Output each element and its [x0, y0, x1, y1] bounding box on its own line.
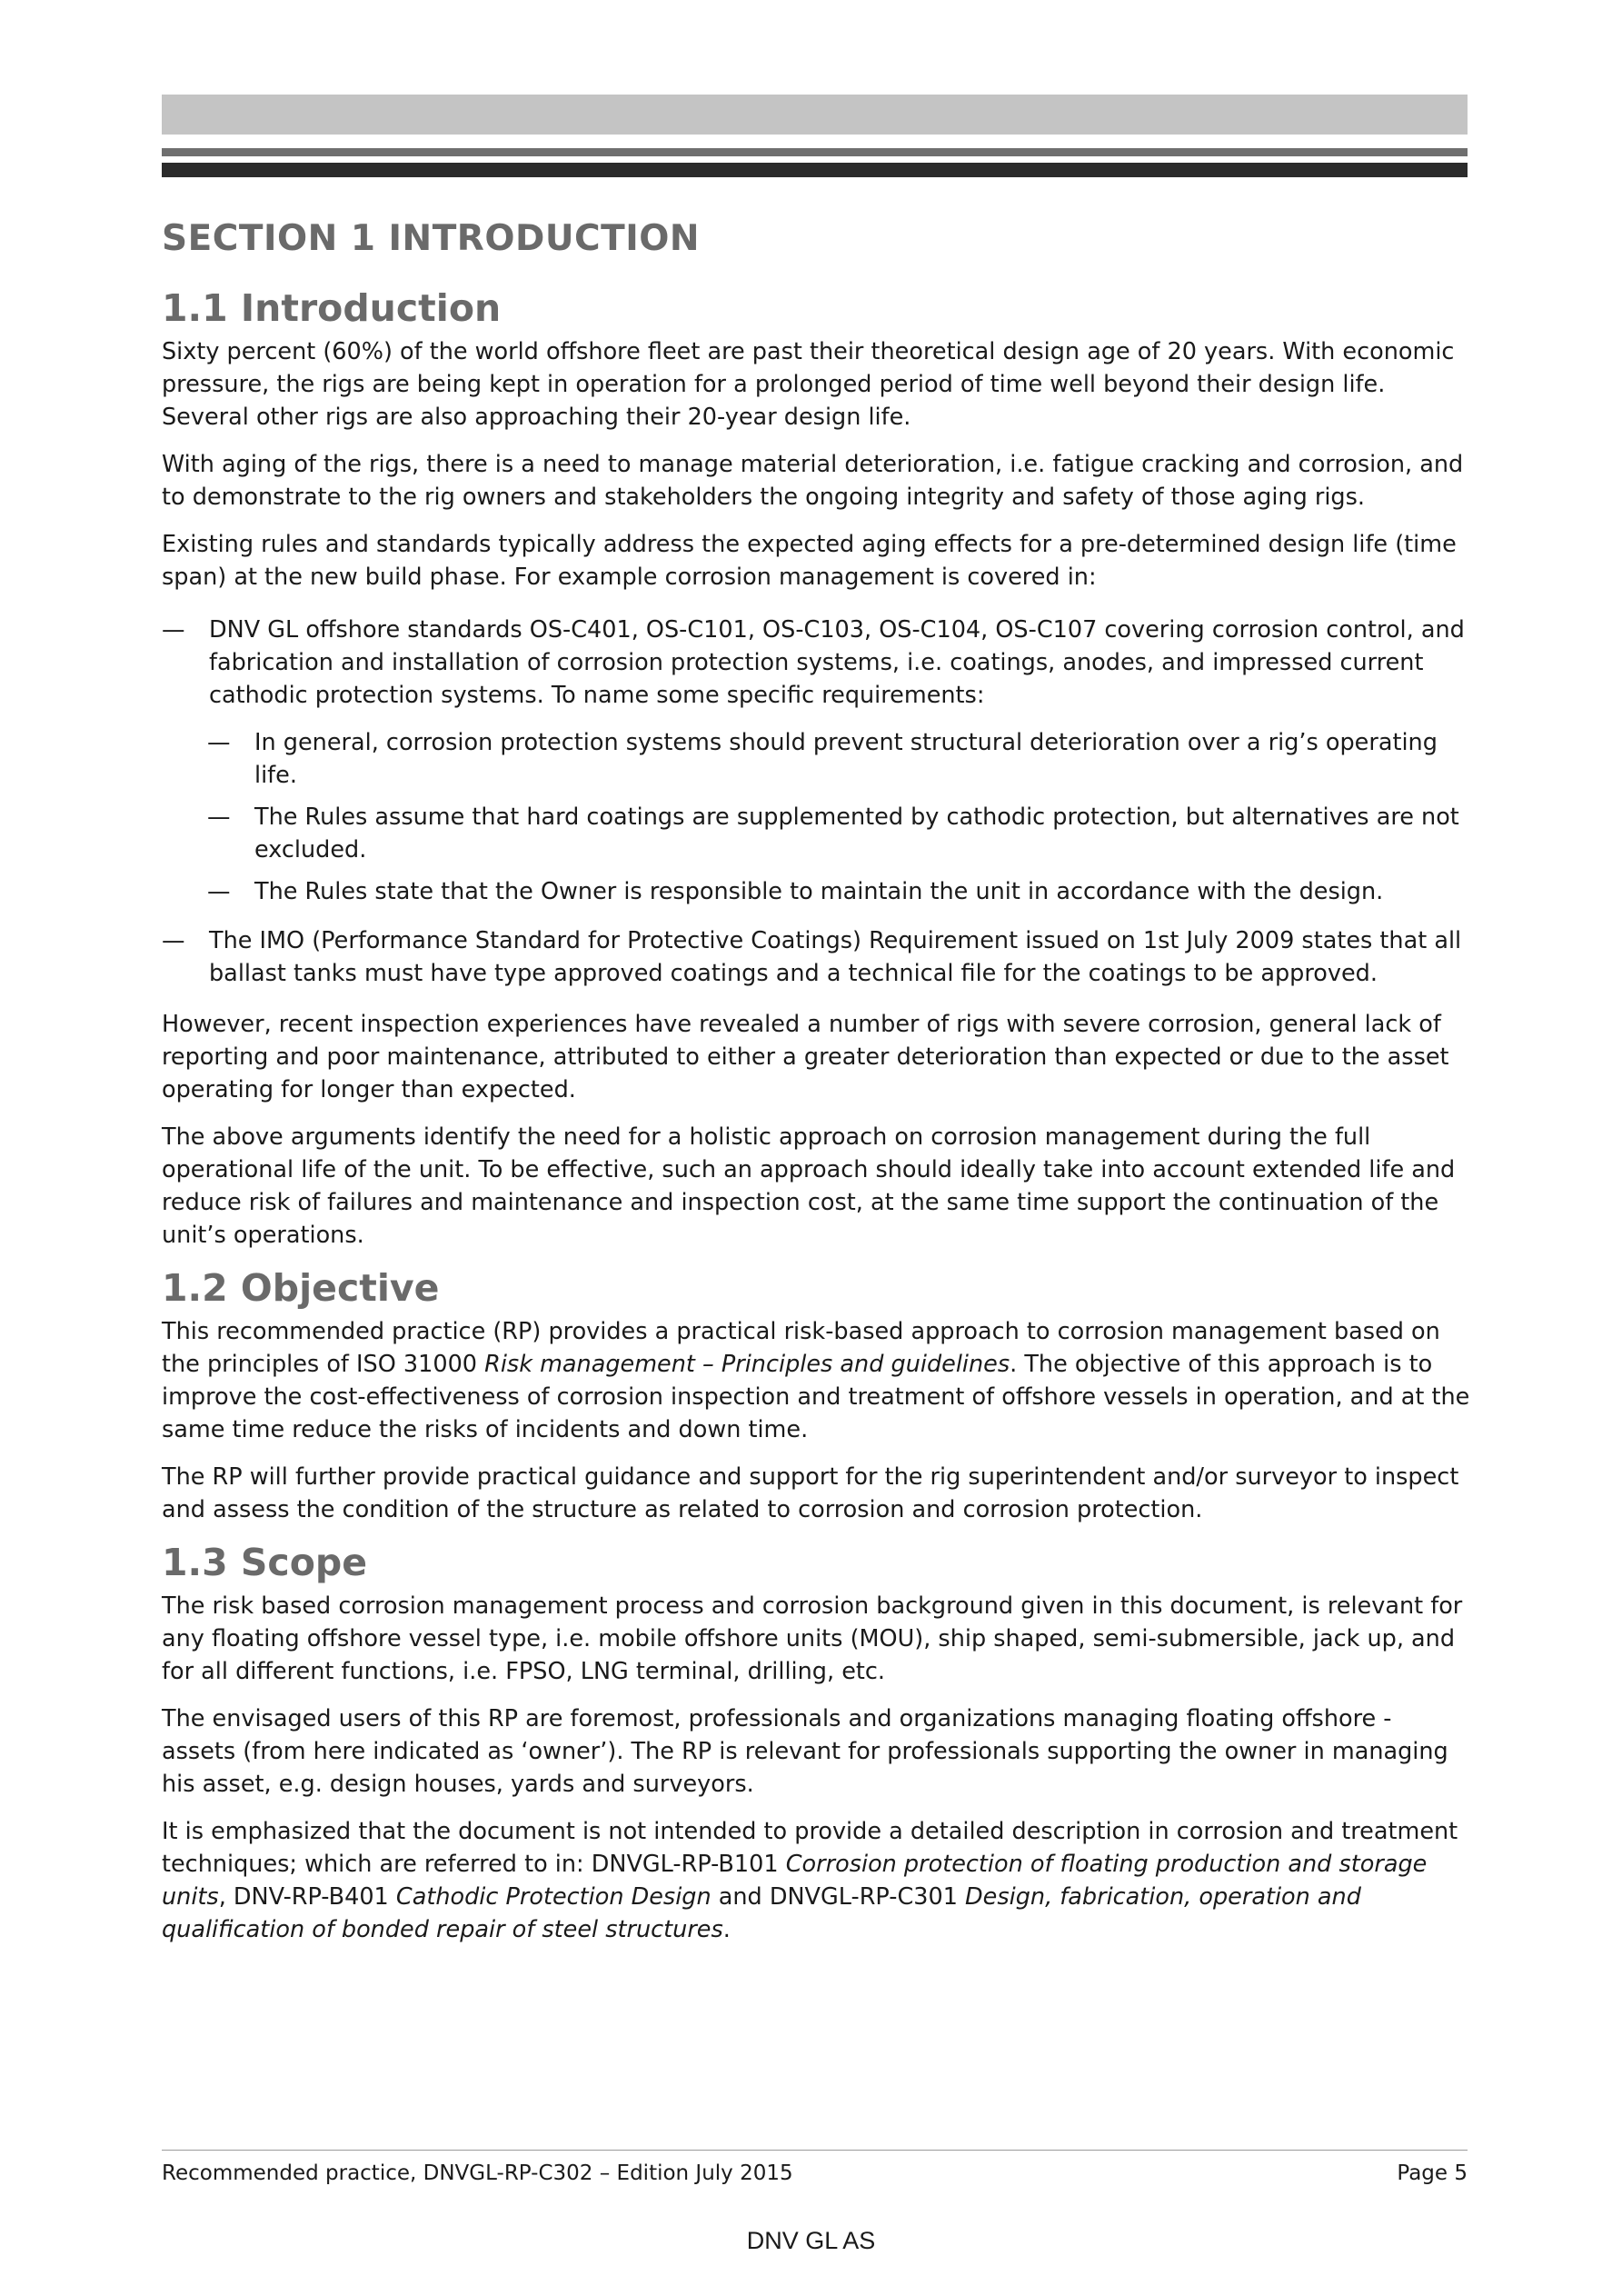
paragraph: It is emphasized that the document is not intended to provide a detailed description in corrosion and treatment techniques; which are referred to in: DNVGL-RP-B101 Corrosion protection of floating production and storage units, DNV-RP-B401 Cathodic Protection Design and DNVGL-RP-C301 Design, fabrication, operation and qualification of bonded repair of steel structures. — [162, 1818, 1458, 1943]
header-rule-mid — [162, 148, 1468, 156]
footer-document-reference: Recommended practice, DNVGL-RP-C302 – Edition July 2015 — [162, 2161, 793, 2185]
bullet-dash: — — [207, 804, 231, 831]
bullet-dash: — — [162, 616, 185, 644]
paragraph: The envisaged users of this RP are foremost, professionals and organizations managing floating offshore - assets (from here indicated as ‘owner’). The RP is relevant for professionals supporting the owner in managing his asset, e.g. design houses, yards and surveyors. — [162, 1705, 1448, 1798]
sub-bullet-item — [207, 726, 1470, 792]
paragraph: The risk based corrosion management process and corrosion background given in this document, is relevant for any floating offshore vessel type, i.e. mobile offshore units (MOU), ship shaped, semi-submersible, jack up, and for all different functions, i.e. FPSO, LNG terminal, drilling, etc. — [162, 1592, 1463, 1685]
bullet-text: The Rules state that the Owner is responsible to maintain the unit in accordance with the design. — [254, 878, 1384, 905]
italic-title: Design, fabrication, operation and qualification of bonded repair of steel structures — [162, 1883, 1361, 1943]
bullet-text: DNV GL offshore standards OS-C401, OS-C101, OS-C103, OS-C104, OS-C107 covering corrosion control, and fabrication and installation of corrosion protection systems, i.e. coatings, anodes, and impressed current cathodic protection systems. To name some specific requirements: — [209, 616, 1465, 709]
bullet-text: The IMO (Performance Standard for Protective Coatings) Requirement issued on 1st July 2009 states that all ballast tanks must have type approved coatings and a technical file for the coatings to be approved. — [209, 927, 1462, 987]
footer-page-number: Page 5 — [1397, 2161, 1468, 2185]
italic-title: Risk management – Principles and guidelines — [484, 1351, 1010, 1378]
paragraph: The RP will further provide practical guidance and support for the rig superintendent and/or surveyor to inspect and assess the condition of the structure as related to corrosion and corrosion protection. — [162, 1463, 1459, 1523]
heading-1-2: 1.2 Objective — [162, 1266, 440, 1310]
bullet-text: In general, corrosion protection systems should prevent structural deterioration over a rig’s operating life. — [254, 729, 1438, 789]
sub-bullet-item — [207, 801, 1470, 866]
bullet-dash: — — [207, 878, 231, 905]
italic-title: Corrosion protection of floating production and storage units — [162, 1851, 1428, 1911]
footer-rule — [162, 2150, 1468, 2151]
bullet-dash: — — [162, 927, 185, 954]
bullet-dash: — — [207, 729, 231, 756]
paragraph: This recommended practice (RP) provides a practical risk-based approach to corrosion management based on the principles of ISO 31000 Risk management – Principles and guidelines. The objective of this approach is to improve the cost-effectiveness of corrosion inspection and treatment of offshore vessels in operation, and at the same time reduce the risks of incidents and down time. — [162, 1318, 1470, 1443]
paragraph: The above arguments identify the need for a holistic approach on corrosion management during the full operational life of the unit. To be effective, such an approach should ideally take into account extended life and reduce risk of failures and maintenance and inspection cost, at the same time support the continuation of the unit’s operations. — [162, 1123, 1456, 1249]
heading-1-1: 1.1 Introduction — [162, 286, 502, 330]
sub-bullet-item — [207, 875, 1470, 908]
section-title: SECTION 1 INTRODUCTION — [162, 218, 701, 259]
footer-publisher: DNV GL AS — [746, 2227, 876, 2254]
paragraph: Sixty percent (60%) of the world offshore fleet are past their theoretical design age of 20 years. With economic pressure, the rigs are being kept in operation for a prolonged period of time well beyond their design life. Several other rigs are also approaching their 20-year design life. — [162, 338, 1455, 431]
heading-1-3: 1.3 Scope — [162, 1541, 368, 1584]
paragraph: With aging of the rigs, there is a need to manage material deterioration, i.e. fatigue cracking and corrosion, and to demonstrate to the rig owners and stakeholders the ongoing integrity and safety of those aging rigs. — [162, 451, 1464, 511]
paragraph: However, recent inspection experiences have revealed a number of rigs with severe corrosion, general lack of reporting and poor maintenance, attributed to either a greater deterioration than expected or due to the asset operating for longer than expected. — [162, 1011, 1449, 1103]
bullet-text: The Rules assume that hard coatings are supplemented by cathodic protection, but alternatives are not excluded. — [254, 804, 1459, 863]
page-content — [162, 218, 1470, 1961]
paragraph: Existing rules and standards typically address the expected aging effects for a pre-determined design life (time span) at the new build phase. For example corrosion management is covered in: — [162, 531, 1457, 591]
header-band-light — [162, 95, 1468, 135]
header-rule-dark — [162, 163, 1468, 177]
bullet-item — [162, 924, 1470, 990]
bullet-item — [162, 614, 1470, 712]
italic-title: Cathodic Protection Design — [395, 1883, 711, 1911]
